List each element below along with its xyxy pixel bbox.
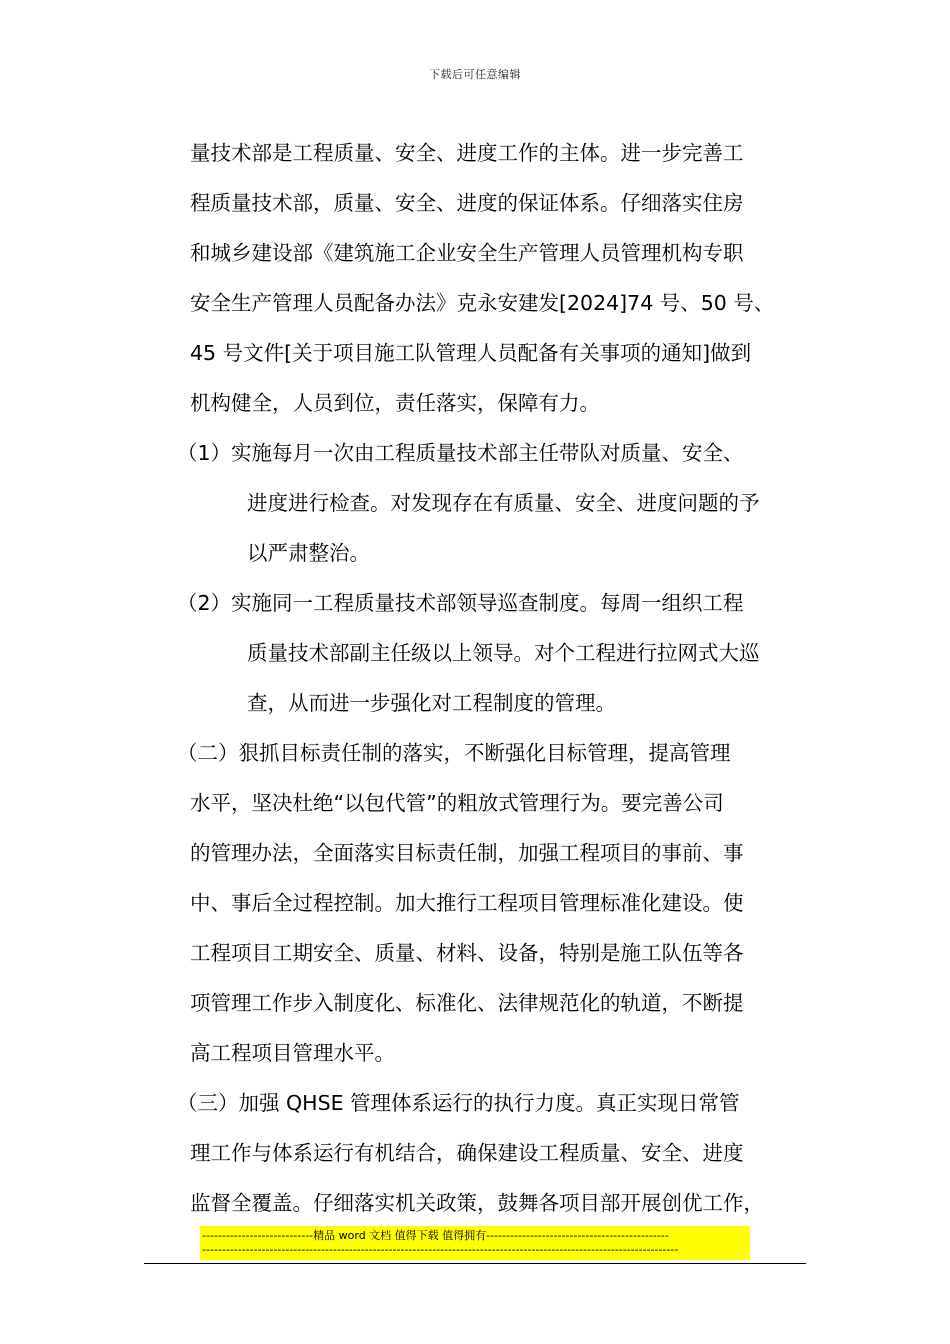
body-line: 水平，坚决杜绝“以包代管”的粗放式管理行为。要完善公司 <box>190 791 724 815</box>
footer-rule <box>144 1263 806 1264</box>
footer-highlight-band <box>200 1226 750 1260</box>
list-item-2-cont: 查，从而进一步强化对工程制度的管理。 <box>247 691 616 715</box>
body-line: 中、事后全过程控制。加大推行工程项目管理标准化建设。使 <box>190 891 744 915</box>
body-line: 项管理工作步入制度化、标准化、法律规范化的轨道，不断提 <box>190 991 744 1015</box>
header-note: 下载后可任意编辑 <box>429 68 521 81</box>
list-item-2-cont: 质量技术部副主任级以上领导。对个工程进行拉网式大巡 <box>247 641 760 665</box>
section-3-start: （三）加强 QHSE 管理体系运行的执行力度。真正实现日常管 <box>177 1091 740 1115</box>
body-line: 和城乡建设部《建筑施工企业安全生产管理人员管理机构专职 <box>190 241 744 265</box>
footer-dashes: ------------------------------------------------------------------------------------------------------------------------ <box>202 1243 679 1256</box>
body-line: 机构健全，人员到位，责任落实，保障有力。 <box>190 391 600 415</box>
document-body <box>177 128 820 1228</box>
body-line: 工程项目工期安全、质量、材料、设备，特别是施工队伍等各 <box>190 941 744 965</box>
body-line: 安全生产管理人员配备办法》克永安建发[2024]74 号、50 号、 <box>190 291 775 315</box>
list-item-1-cont: 以严肃整治。 <box>247 541 370 565</box>
body-line: 监督全覆盖。仔细落实机关政策，鼓舞各项目部开展创优工作， <box>190 1191 764 1215</box>
body-line: 的管理办法，全面落实目标责任制，加强工程项目的事前、事 <box>190 841 744 865</box>
list-item-2-start: （2）实施同一工程质量技术部领导巡查制度。每周一组织工程 <box>177 591 744 615</box>
footer-slogan: ----------------------------精品 word 文档 值得下载 值得拥有---------------------------------------------- <box>202 1229 669 1242</box>
body-line: 45 号文件[关于项目施工队管理人员配备有关事项的通知]做到 <box>190 341 752 365</box>
body-line: 程质量技术部，质量、安全、进度的保证体系。仔细落实住房 <box>190 191 744 215</box>
section-2-start: （二）狠抓目标责任制的落实，不断强化目标管理，提高管理 <box>177 741 731 765</box>
list-item-1-cont: 进度进行检查。对发现存在有质量、安全、进度问题的予 <box>247 491 760 515</box>
body-line: 高工程项目管理水平。 <box>190 1041 395 1065</box>
list-item-1-start: （1）实施每月一次由工程质量技术部主任带队对质量、安全、 <box>177 441 744 465</box>
body-line: 理工作与体系运行有机结合，确保建设工程质量、安全、进度 <box>190 1141 744 1165</box>
body-line: 量技术部是工程质量、安全、进度工作的主体。进一步完善工 <box>190 141 744 165</box>
